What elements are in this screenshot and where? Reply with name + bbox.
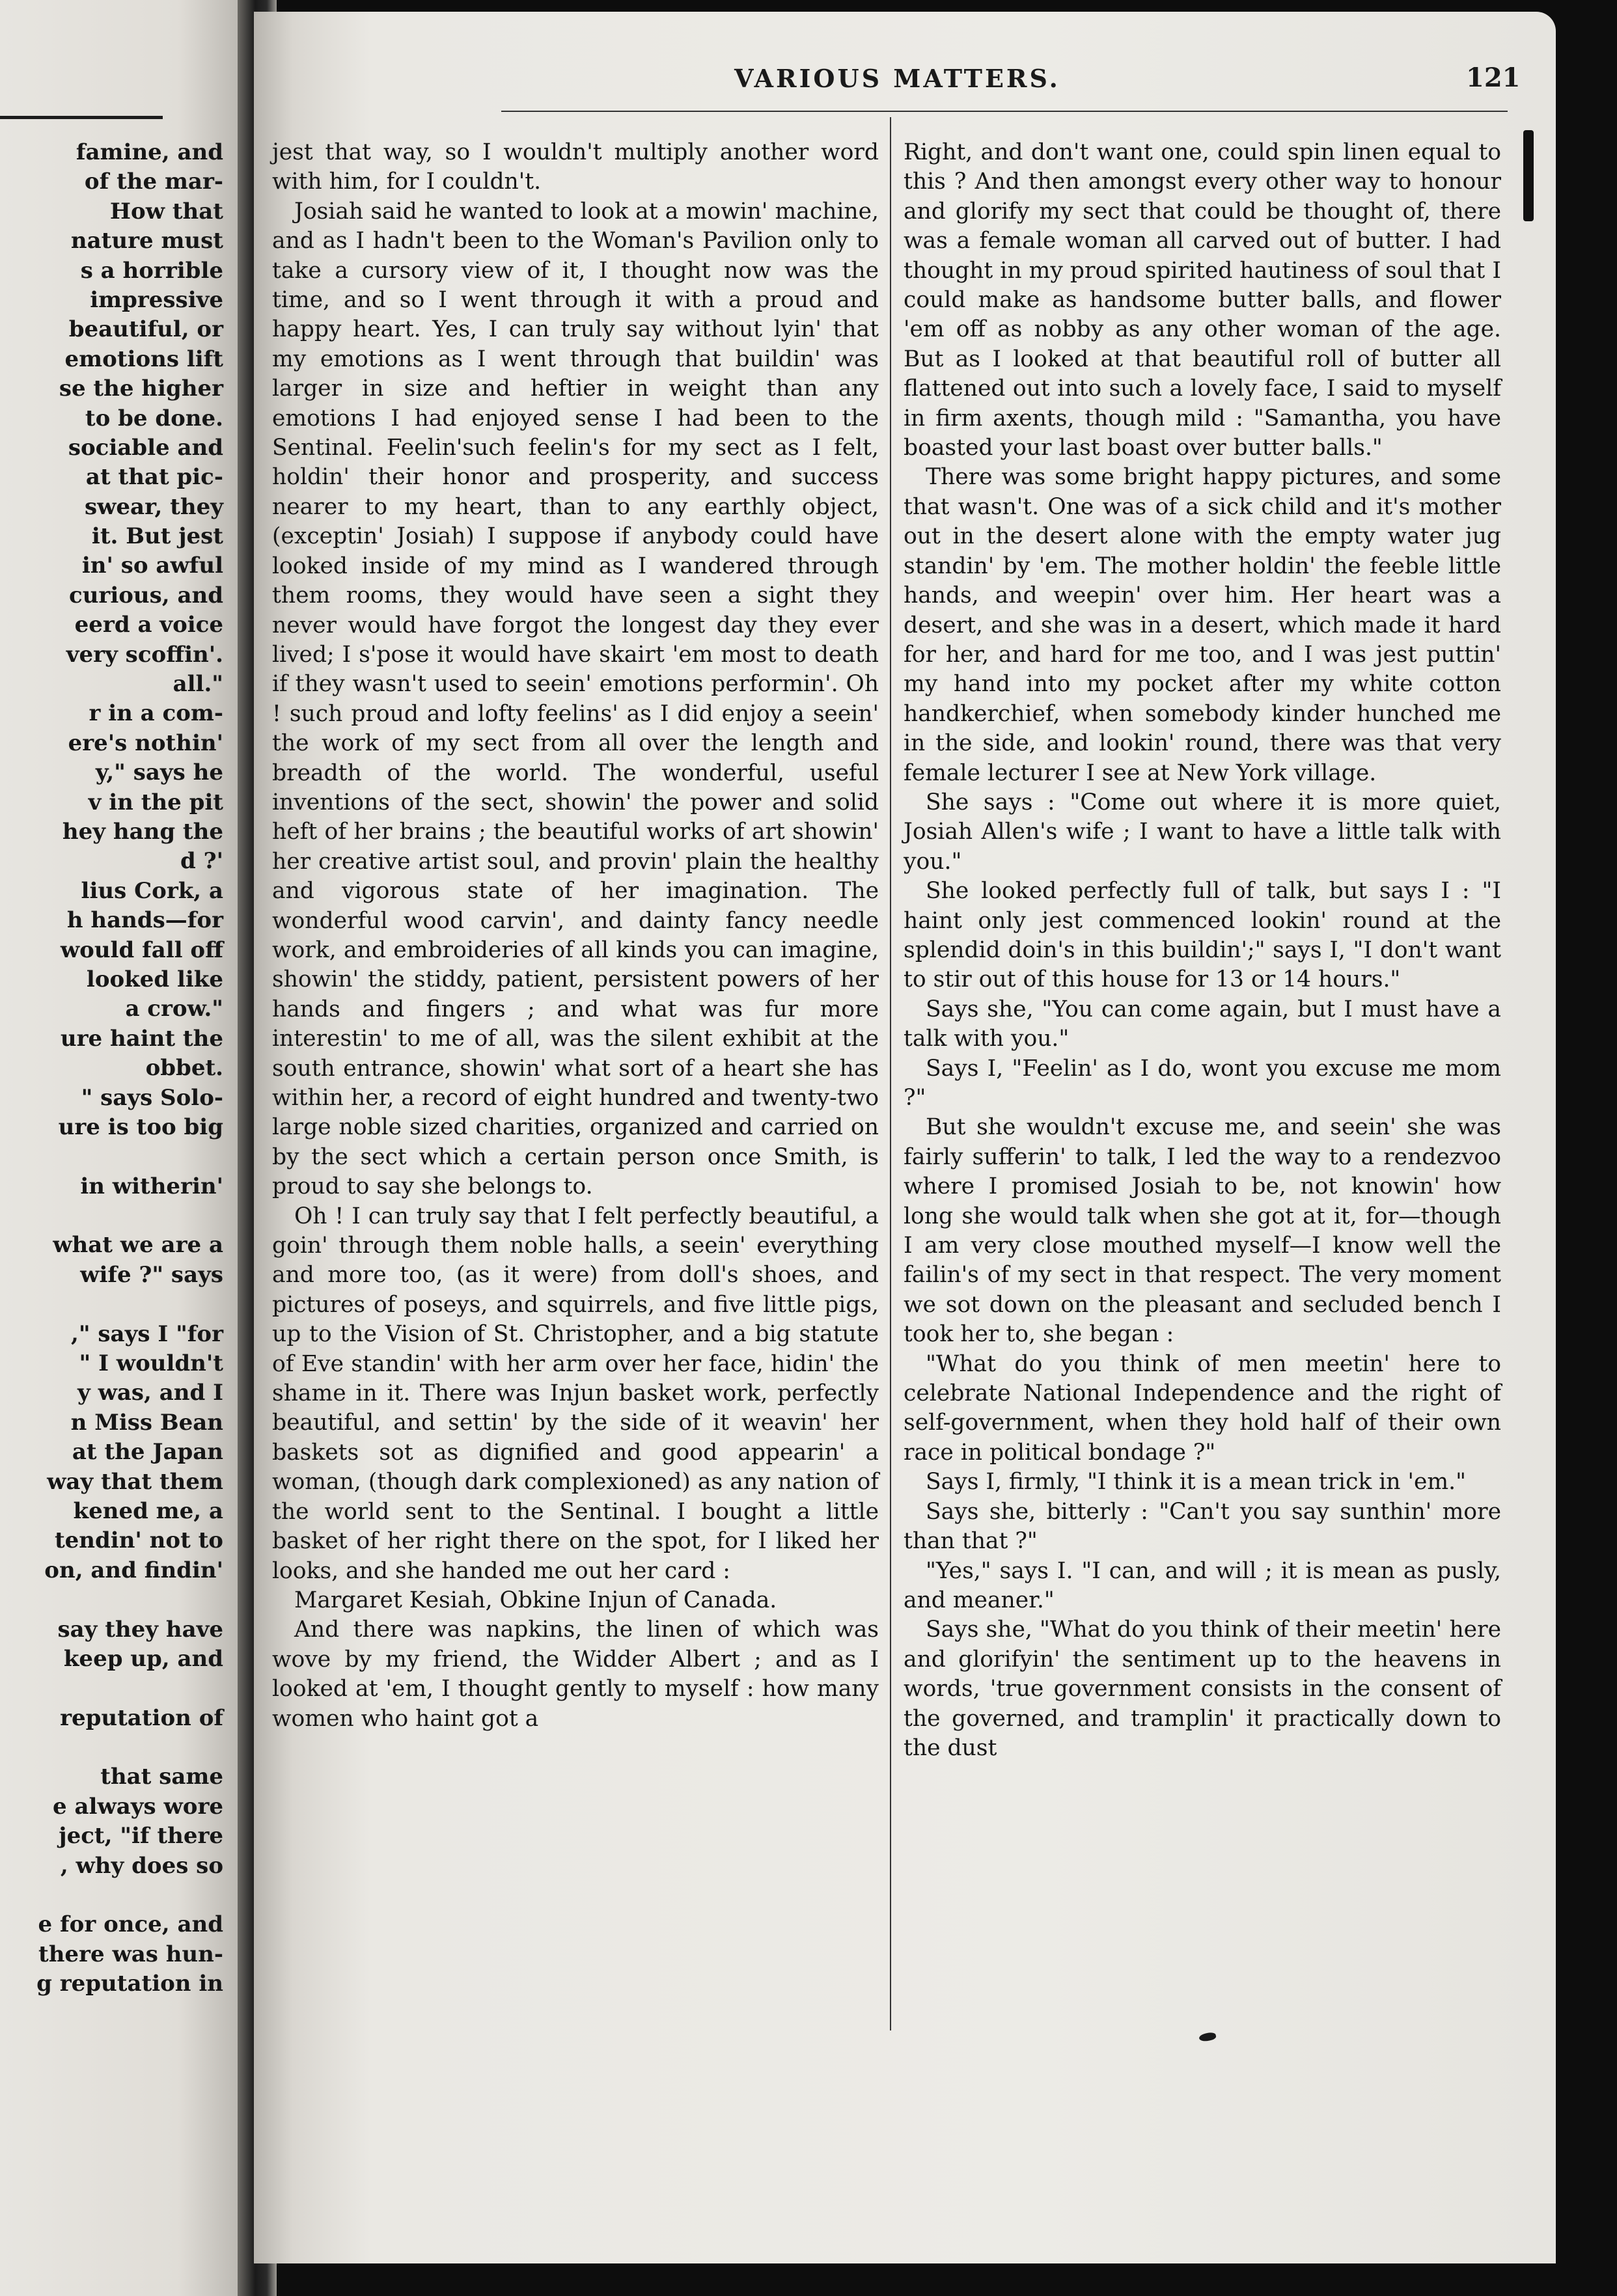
left-page-line: y," says he: [95, 759, 223, 786]
paragraph: jest that way, so I wouldn't multiply another word with him, for I couldn't.: [272, 139, 879, 195]
left-page-line: " I wouldn't: [79, 1350, 223, 1377]
left-page-fragment: [0, 0, 238, 2296]
left-page-line: beautiful, or: [68, 316, 223, 343]
left-page-line: to be done.: [85, 405, 223, 431]
paragraph: She looked perfectly full of talk, but says I : "I haint only jest commenced lookin' round at the splendid doin's in this buildin';" says I, "I don't want to stir out of this house for 13 or 14 hours.": [904, 878, 1501, 993]
left-page-line: that same: [100, 1764, 223, 1790]
left-page-line: s a horrible: [80, 257, 223, 284]
left-page-line: g reputation in: [36, 1971, 223, 1997]
paragraph: "What do you think of men meetin' here to celebrate National Independence and the right of self-government, when they hold half of their own race in political bondage ?": [904, 1350, 1501, 1466]
text-column-2: [904, 138, 1501, 1763]
running-title: VARIOUS MATTERS.: [734, 64, 1060, 93]
paragraph: Josiah said he wanted to look at a mowin' machine, and as I hadn't been to the Woman's Pavilion only to take a cursory view of it, I thought now was the time, and so I went through it with a proud and happy heart. Yes, I can truly say without lyin' that my emotions as I went through that buildin' was larger in size and heftier in weight than any emotions I had enjoyed sense I had been to the Sentinal. Feelin'such feelin's for my sect as I felt, holdin' their honor and prosperity, and success nearer to my heart, than to any earthly object, (exceptin' Josiah) I suppose if anybody could have looked inside of my mind as I wandered through them rooms, they would have seen a sight they never would have forgot the longest day they ever lived; I s'pose it would have skairt 'em most to death if they wasn't used to seein' emotions performin'. Oh ! such proud and lofty feelins' as I did enjoy a seein' the work of my sect from all over the length and breadth of the world. The wonderful, useful inventions of the sect, showin' the power and solid heft of her brains ; the beautiful works of art showin' her creative artist soul, and provin' plain the healthy and vigorous state of her imagination. The wonderful wood carvin', and dainty fancy needle work, and embroideries of all kinds you can imagine, showin' the stiddy, patient, persistent powers of her hands and fingers ; and what was fur more interestin' to me of all, was the silent exhibit at the south entrance, showin' what sort of a heart she has within her, a record of eight hundred and twenty-two large noble sized charities, organized and carried on by the sect which a certain person once Smith, is proud to say she belongs to.: [272, 198, 879, 1200]
left-page-line: in' so awful: [81, 553, 223, 579]
left-page-line: y was, and I: [77, 1380, 223, 1406]
left-page-line: , why does so: [60, 1852, 223, 1879]
left-page-line: famine, and: [76, 139, 223, 165]
left-page-line: " says Solo-: [81, 1084, 223, 1111]
left-page-line: at the Japan: [72, 1439, 223, 1466]
left-page-line: ," says I "for: [71, 1320, 223, 1347]
left-page-line: at that pic-: [85, 464, 223, 491]
left-page-line: tendin' not to: [54, 1527, 223, 1554]
paragraph: Says she, bitterly : "Can't you say sunthin' more than that ?": [904, 1498, 1501, 1555]
page-edge-mark: [1523, 130, 1534, 221]
left-page-line: [2, 1201, 223, 1231]
left-page-line: r in a com-: [89, 700, 223, 727]
left-page-line: How that: [109, 198, 223, 225]
left-page-line: what we are a: [53, 1232, 223, 1259]
left-page-line: [2, 1733, 223, 1762]
left-page-line: n Miss Bean: [70, 1409, 223, 1436]
paragraph: Oh ! I can truly say that I felt perfectly beautiful, a goin' through them noble halls, a seein' everything and more too, (as it were) from doll's shoes, and pictures of poseys, and squirrels, and five little pigs, up to the Vision of St. Christopher, and a big statute of Eve standin' with her arm over her face, hidin' the shame in it. There was Injun basket work, perfectly beautiful, and settin' by the side of it weavin' her baskets sot as dignified and good appearin' a woman, (though dark complexioned) as any nation of the world sent to the Sentinal. I bought a little basket of her right there on the spot, for I liked her looks, and she handed me out her card :: [272, 1203, 879, 1584]
paragraph: Says I, "Feelin' as I do, wont you excuse me mom ?": [904, 1055, 1501, 1111]
left-page-line: very scoffin'.: [66, 641, 223, 668]
left-page-line: ject, "if there: [59, 1823, 223, 1850]
left-page-line: keep up, and: [63, 1645, 223, 1672]
left-page-line: obbet.: [145, 1055, 223, 1082]
left-page-line: swear, they: [85, 493, 223, 520]
left-page-line: [2, 1881, 223, 1910]
left-page-line: in witherin': [80, 1173, 223, 1199]
left-page-line: kened me, a: [73, 1497, 223, 1524]
paragraph: Says she, "You can come again, but I must have a talk with you.": [904, 996, 1501, 1052]
left-page-line: hey hang the: [62, 818, 223, 845]
left-page-line: [2, 1674, 223, 1703]
left-page-line: impressive: [90, 286, 223, 313]
left-page-line: ure haint the: [60, 1025, 223, 1052]
left-page-line: reputation of: [60, 1704, 223, 1731]
left-page-line: [2, 1142, 223, 1171]
left-page-line: emotions lift: [64, 346, 223, 372]
left-page-line: ere's nothin': [68, 730, 223, 756]
left-page-line: wife ?" says: [80, 1261, 223, 1288]
left-page-line: way that them: [47, 1468, 223, 1495]
paragraph: "Yes," says I. "I can, and will ; it is mean as pusly, and meaner.": [904, 1557, 1501, 1613]
left-page-line: eerd a voice: [74, 612, 223, 638]
left-page-line: [2, 1290, 223, 1319]
left-page-rule: [0, 116, 163, 119]
paragraph: And there was napkins, the linen of which was wove by my friend, the Widder Albert ; and as I looked at 'em, I thought gently to myself : how many women who haint got a: [272, 1617, 879, 1732]
paragraph: There was some bright happy pictures, and some that wasn't. One was of a sick child and it's mother out in the desert alone with the empty water jug standin' by 'em. The mother holdin' the feeble little hands, and weepin' over him. Her heart was a desert, and she was in a desert, which made it hard for her, and hard for me too, and I was jest puttin' my hand into my pocket after my white cotton handkerchief, when somebody kinder hunched me in the side, and lookin' round, there was that very female lecturer I see at New York village.: [904, 464, 1501, 786]
left-page-line: would fall off: [60, 936, 223, 963]
column-divider: [890, 117, 891, 2030]
left-page-line: all.": [173, 671, 223, 698]
left-page-line: e always wore: [53, 1793, 223, 1820]
paragraph: Says I, firmly, "I think it is a mean trick in 'em.": [926, 1469, 1466, 1496]
page-number: 121: [1466, 62, 1521, 93]
paragraph: Says she, "What do you think of their meetin' here and glorifyin' the sentiment up to the heavens in words, 'true government consists in the consent of the governed, and tramplin' it practically down to the dust: [904, 1617, 1501, 1761]
left-page-line: v in the pit: [88, 789, 223, 815]
left-page-line: say they have: [57, 1616, 223, 1643]
left-page-line: ure is too big: [58, 1114, 223, 1140]
left-page-text: [2, 138, 223, 1999]
left-page-line: [2, 1585, 223, 1615]
left-page-line: se the higher: [59, 376, 223, 402]
paragraph: Right, and don't want one, could spin linen equal to this ? And then amongst every other way to honour and glorify my sect that could be thought of, there was a female woman all carved out of butter. I had thought in my proud spirited hautiness of soul that I could make as handsome butter balls, and flower 'em off as nobby as any other woman of the age. But as I looked at that beautiful roll of butter all flattened out into such a lovely face, I said to myself in firm axents, though mild : "Samantha, you have boasted your last boast over butter balls.": [904, 139, 1501, 461]
left-page-line: lius Cork, a: [81, 877, 223, 904]
left-page-line: curious, and: [69, 582, 223, 608]
left-page-line: a crow.": [125, 996, 223, 1022]
paragraph: She says : "Come out where it is more quiet, Josiah Allen's wife ; I want to have a little talk with you.": [904, 789, 1501, 875]
text-column-1: [272, 138, 879, 1734]
left-page-line: d ?': [180, 848, 223, 875]
left-page-line: h hands—for: [66, 907, 223, 934]
header-rule: [501, 111, 1508, 112]
card-text: Margaret Kesiah, Obkine Injun of Canada.: [294, 1587, 777, 1613]
paragraph: But she wouldn't excuse me, and seein' she was fairly sufferin' to talk, I led the way to a rendezvoo where I promised Josiah to be, not knowin' how long she would talk when she got at it, for—though I am very close mouthed myself—I know well the failin's of my sect in that respect. The very moment we sot down on the pleasant and secluded bench I took her to, she began :: [904, 1114, 1501, 1348]
left-page-line: nature must: [70, 228, 223, 254]
left-page-line: sociable and: [68, 434, 223, 461]
left-page-line: it. But jest: [91, 523, 223, 550]
left-page-line: there was hun-: [38, 1941, 223, 1967]
left-page-line: e for once, and: [38, 1911, 223, 1938]
left-page-line: looked like: [86, 966, 223, 992]
left-page-line: of the mar-: [84, 169, 223, 195]
left-page-line: on, and findin': [44, 1557, 223, 1583]
